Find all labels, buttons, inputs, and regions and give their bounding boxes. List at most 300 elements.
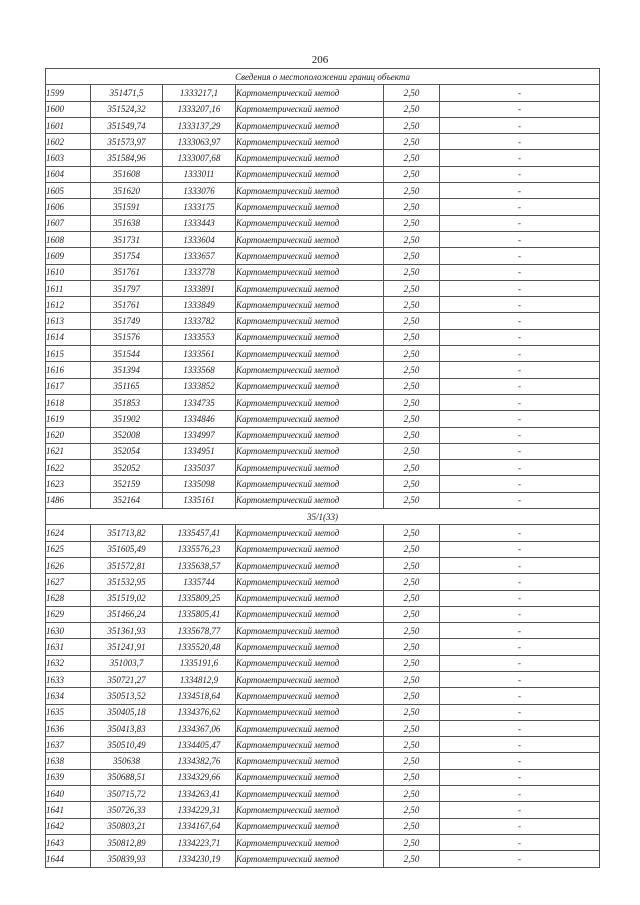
point-number-cell: 1632: [46, 655, 91, 671]
coord-x-cell: 351532,95: [91, 574, 163, 590]
method-cell: Картометрический метод: [236, 476, 384, 492]
coord-x-cell: 350803,21: [91, 818, 163, 834]
table-row: [46, 476, 600, 492]
coord-y-cell: 1333063,97: [163, 134, 236, 150]
description-cell: -: [440, 394, 600, 410]
coord-y-cell: 1334167,64: [163, 818, 236, 834]
point-number-cell: 1620: [46, 427, 91, 443]
method-cell: Картометрический метод: [236, 313, 384, 329]
accuracy-cell: 2,50: [384, 215, 440, 231]
description-cell: -: [440, 574, 600, 590]
point-number-cell: 1611: [46, 280, 91, 296]
accuracy-cell: 2,50: [384, 183, 440, 199]
method-cell: Картометрический метод: [236, 671, 384, 687]
coord-x-cell: 350715,72: [91, 786, 163, 802]
accuracy-cell: 2,50: [384, 460, 440, 476]
table-row: [46, 117, 600, 133]
accuracy-cell: 2,50: [384, 541, 440, 557]
table-row: [46, 134, 600, 150]
method-cell: Картометрический метод: [236, 574, 384, 590]
coord-y-cell: 1333443: [163, 215, 236, 231]
accuracy-cell: 2,50: [384, 623, 440, 639]
coord-x-cell: 351165: [91, 378, 163, 394]
table-row: [46, 264, 600, 280]
point-number-cell: 1641: [46, 802, 91, 818]
coord-y-cell: 1334230,19: [163, 851, 236, 867]
coord-x-cell: 351549,74: [91, 117, 163, 133]
coord-x-cell: 351394: [91, 362, 163, 378]
accuracy-cell: 2,50: [384, 443, 440, 459]
point-number-cell: 1629: [46, 606, 91, 622]
coord-x-cell: 350405,18: [91, 704, 163, 720]
table-row: [46, 183, 600, 199]
accuracy-cell: 2,50: [384, 280, 440, 296]
accuracy-cell: 2,50: [384, 737, 440, 753]
description-cell: -: [440, 834, 600, 850]
coord-y-cell: 1335161: [163, 492, 236, 508]
accuracy-cell: 2,50: [384, 492, 440, 508]
method-cell: Картометрический метод: [236, 134, 384, 150]
accuracy-cell: 2,50: [384, 394, 440, 410]
accuracy-cell: 2,50: [384, 85, 440, 101]
point-number-cell: 1634: [46, 688, 91, 704]
coord-x-cell: 351584,96: [91, 150, 163, 166]
coord-x-cell: 350721,27: [91, 671, 163, 687]
table-row: [46, 623, 600, 639]
method-cell: Картометрический метод: [236, 737, 384, 753]
method-cell: Картометрический метод: [236, 378, 384, 394]
coord-y-cell: 1334367,06: [163, 720, 236, 736]
coord-y-cell: 1335809,25: [163, 590, 236, 606]
point-number-cell: 1599: [46, 85, 91, 101]
point-number-cell: 1640: [46, 786, 91, 802]
coord-y-cell: 1333778: [163, 264, 236, 280]
point-number-cell: 1625: [46, 541, 91, 557]
description-cell: -: [440, 427, 600, 443]
method-cell: Картометрический метод: [236, 264, 384, 280]
method-cell: Картометрический метод: [236, 851, 384, 867]
table-row: [46, 231, 600, 247]
point-number-cell: 1608: [46, 231, 91, 247]
table-row: [46, 329, 600, 345]
table-row: [46, 150, 600, 166]
coord-x-cell: 350638: [91, 753, 163, 769]
description-cell: -: [440, 378, 600, 394]
description-cell: -: [440, 541, 600, 557]
point-number-cell: 1604: [46, 166, 91, 182]
point-number-cell: 1644: [46, 851, 91, 867]
table-row: [46, 394, 600, 410]
method-cell: Картометрический метод: [236, 215, 384, 231]
point-number-cell: 1633: [46, 671, 91, 687]
coord-y-cell: 1333553: [163, 329, 236, 345]
coord-y-cell: 1333011: [163, 166, 236, 182]
coord-x-cell: 351749: [91, 313, 163, 329]
method-cell: Картометрический метод: [236, 769, 384, 785]
accuracy-cell: 2,50: [384, 671, 440, 687]
description-cell: -: [440, 720, 600, 736]
accuracy-cell: 2,50: [384, 264, 440, 280]
description-cell: -: [440, 134, 600, 150]
accuracy-cell: 2,50: [384, 231, 440, 247]
method-cell: Картометрический метод: [236, 753, 384, 769]
coord-y-cell: 1334405,47: [163, 737, 236, 753]
table-row: [46, 655, 600, 671]
coord-x-cell: 351572,81: [91, 557, 163, 573]
coord-y-cell: 1334329,66: [163, 769, 236, 785]
method-cell: Картометрический метод: [236, 329, 384, 345]
accuracy-cell: 2,50: [384, 476, 440, 492]
table-row: [46, 297, 600, 313]
coord-x-cell: 352164: [91, 492, 163, 508]
accuracy-cell: 2,50: [384, 199, 440, 215]
coord-y-cell: 1333217,1: [163, 85, 236, 101]
table-row: [46, 362, 600, 378]
description-cell: -: [440, 492, 600, 508]
description-cell: -: [440, 101, 600, 117]
coord-x-cell: 351713,82: [91, 525, 163, 541]
accuracy-cell: 2,50: [384, 557, 440, 573]
coord-y-cell: 1334735: [163, 394, 236, 410]
point-number-cell: 1623: [46, 476, 91, 492]
table-row: [46, 802, 600, 818]
description-cell: -: [440, 313, 600, 329]
point-number-cell: 1614: [46, 329, 91, 345]
point-number-cell: 1618: [46, 394, 91, 410]
point-number-cell: 1635: [46, 704, 91, 720]
coord-y-cell: 1335678,77: [163, 623, 236, 639]
coord-x-cell: 350688,51: [91, 769, 163, 785]
accuracy-cell: 2,50: [384, 720, 440, 736]
description-cell: -: [440, 329, 600, 345]
accuracy-cell: 2,50: [384, 346, 440, 362]
table-row: [46, 248, 600, 264]
table-row: [46, 411, 600, 427]
accuracy-cell: 2,50: [384, 753, 440, 769]
accuracy-cell: 2,50: [384, 639, 440, 655]
coord-y-cell: 1333891: [163, 280, 236, 296]
method-cell: Картометрический метод: [236, 557, 384, 573]
accuracy-cell: 2,50: [384, 786, 440, 802]
table-row: [46, 590, 600, 606]
description-cell: -: [440, 166, 600, 182]
method-cell: Картометрический метод: [236, 166, 384, 182]
point-number-cell: 1616: [46, 362, 91, 378]
point-number-cell: 1630: [46, 623, 91, 639]
table-row: [46, 688, 600, 704]
coord-x-cell: 351573,97: [91, 134, 163, 150]
coord-y-cell: 1334229,31: [163, 802, 236, 818]
table-row: [46, 166, 600, 182]
point-number-cell: 1612: [46, 297, 91, 313]
table-row: [46, 851, 600, 867]
coord-x-cell: 351576: [91, 329, 163, 345]
accuracy-cell: 2,50: [384, 574, 440, 590]
point-number-cell: 1605: [46, 183, 91, 199]
point-number-cell: 1636: [46, 720, 91, 736]
point-number-cell: 1615: [46, 346, 91, 362]
coord-x-cell: 351605,49: [91, 541, 163, 557]
coord-y-cell: 1334812,9: [163, 671, 236, 687]
accuracy-cell: 2,50: [384, 150, 440, 166]
method-cell: Картометрический метод: [236, 525, 384, 541]
point-number-cell: 1626: [46, 557, 91, 573]
coord-x-cell: 351524,32: [91, 101, 163, 117]
method-cell: Картометрический метод: [236, 427, 384, 443]
method-cell: Картометрический метод: [236, 590, 384, 606]
description-cell: -: [440, 671, 600, 687]
description-cell: -: [440, 606, 600, 622]
method-cell: Картометрический метод: [236, 231, 384, 247]
accuracy-cell: 2,50: [384, 427, 440, 443]
accuracy-cell: 2,50: [384, 378, 440, 394]
description-cell: -: [440, 411, 600, 427]
coord-x-cell: 351754: [91, 248, 163, 264]
coord-y-cell: 1334518,64: [163, 688, 236, 704]
coord-x-cell: 351638: [91, 215, 163, 231]
coord-y-cell: 1333782: [163, 313, 236, 329]
description-cell: -: [440, 639, 600, 655]
table-row: [46, 427, 600, 443]
table-row: [46, 834, 600, 850]
coord-x-cell: 350839,93: [91, 851, 163, 867]
point-number-cell: 1639: [46, 769, 91, 785]
method-cell: Картометрический метод: [236, 297, 384, 313]
coord-x-cell: 351361,93: [91, 623, 163, 639]
table-row: [46, 639, 600, 655]
table-row: [46, 215, 600, 231]
description-cell: -: [440, 183, 600, 199]
coord-y-cell: 1333007,68: [163, 150, 236, 166]
description-cell: -: [440, 443, 600, 459]
accuracy-cell: 2,50: [384, 525, 440, 541]
method-cell: Картометрический метод: [236, 346, 384, 362]
accuracy-cell: 2,50: [384, 590, 440, 606]
table-row: [46, 606, 600, 622]
description-cell: -: [440, 769, 600, 785]
accuracy-cell: 2,50: [384, 101, 440, 117]
table-row: [46, 704, 600, 720]
point-number-cell: 1643: [46, 834, 91, 850]
table-row: [46, 818, 600, 834]
coord-y-cell: 1335520,48: [163, 639, 236, 655]
description-cell: -: [440, 297, 600, 313]
coord-y-cell: 1333137,29: [163, 117, 236, 133]
coord-y-cell: 1334997: [163, 427, 236, 443]
point-number-cell: 1642: [46, 818, 91, 834]
coord-x-cell: 351519,02: [91, 590, 163, 606]
method-cell: Картометрический метод: [236, 394, 384, 410]
point-number-cell: 1624: [46, 525, 91, 541]
accuracy-cell: 2,50: [384, 606, 440, 622]
description-cell: -: [440, 85, 600, 101]
coord-x-cell: 351544: [91, 346, 163, 362]
coord-y-cell: 1333175: [163, 199, 236, 215]
coord-x-cell: 352159: [91, 476, 163, 492]
method-cell: Картометрический метод: [236, 818, 384, 834]
table-row: [46, 313, 600, 329]
point-number-cell: 1607: [46, 215, 91, 231]
coord-x-cell: 352008: [91, 427, 163, 443]
coord-x-cell: 350726,33: [91, 802, 163, 818]
table-row: [46, 557, 600, 573]
description-cell: -: [440, 818, 600, 834]
coord-y-cell: 1333561: [163, 346, 236, 362]
description-cell: -: [440, 623, 600, 639]
table-row: [46, 280, 600, 296]
description-cell: -: [440, 346, 600, 362]
table-row: [46, 769, 600, 785]
table-row: [46, 574, 600, 590]
point-number-cell: 1622: [46, 460, 91, 476]
coord-y-cell: 1334951: [163, 443, 236, 459]
coord-y-cell: 1334263,41: [163, 786, 236, 802]
method-cell: Картометрический метод: [236, 639, 384, 655]
coord-y-cell: 1334223,71: [163, 834, 236, 850]
accuracy-cell: 2,50: [384, 134, 440, 150]
point-number-cell: 1613: [46, 313, 91, 329]
table-row: [46, 541, 600, 557]
coord-x-cell: 350413,83: [91, 720, 163, 736]
coord-y-cell: 1333604: [163, 231, 236, 247]
accuracy-cell: 2,50: [384, 834, 440, 850]
method-cell: Картометрический метод: [236, 443, 384, 459]
description-cell: -: [440, 786, 600, 802]
coord-x-cell: 352054: [91, 443, 163, 459]
accuracy-cell: 2,50: [384, 313, 440, 329]
accuracy-cell: 2,50: [384, 117, 440, 133]
section-row: [46, 509, 600, 525]
method-cell: Картометрический метод: [236, 199, 384, 215]
table-row: [46, 85, 600, 101]
coord-x-cell: 351241,91: [91, 639, 163, 655]
point-number-cell: 1601: [46, 117, 91, 133]
table-row: [46, 753, 600, 769]
description-cell: -: [440, 264, 600, 280]
point-number-cell: 1638: [46, 753, 91, 769]
accuracy-cell: 2,50: [384, 704, 440, 720]
table-row: [46, 199, 600, 215]
coord-y-cell: 1335191,6: [163, 655, 236, 671]
coord-y-cell: 1334376,62: [163, 704, 236, 720]
section-label: 35/1(33): [46, 509, 600, 525]
point-number-cell: 1486: [46, 492, 91, 508]
coord-x-cell: 350513,52: [91, 688, 163, 704]
table-row: [46, 346, 600, 362]
description-cell: -: [440, 476, 600, 492]
accuracy-cell: 2,50: [384, 769, 440, 785]
coord-y-cell: 1333849: [163, 297, 236, 313]
point-number-cell: 1631: [46, 639, 91, 655]
coord-y-cell: 1333207,16: [163, 101, 236, 117]
point-number-cell: 1617: [46, 378, 91, 394]
description-cell: -: [440, 280, 600, 296]
coord-x-cell: 351853: [91, 394, 163, 410]
coord-x-cell: 350510,49: [91, 737, 163, 753]
method-cell: Картометрический метод: [236, 655, 384, 671]
point-number-cell: 1602: [46, 134, 91, 150]
table-row: [46, 737, 600, 753]
coord-y-cell: 1335457,41: [163, 525, 236, 541]
method-cell: Картометрический метод: [236, 411, 384, 427]
coord-x-cell: 352052: [91, 460, 163, 476]
method-cell: Картометрический метод: [236, 704, 384, 720]
table-row: [46, 525, 600, 541]
accuracy-cell: 2,50: [384, 851, 440, 867]
table-title: Сведения о местоположении границ объекта: [46, 69, 600, 85]
coord-x-cell: 351761: [91, 297, 163, 313]
method-cell: Картометрический метод: [236, 101, 384, 117]
coord-y-cell: 1334382,76: [163, 753, 236, 769]
method-cell: Картометрический метод: [236, 492, 384, 508]
method-cell: Картометрический метод: [236, 85, 384, 101]
table-row: [46, 786, 600, 802]
description-cell: -: [440, 655, 600, 671]
coord-x-cell: 351608: [91, 166, 163, 182]
coord-y-cell: 1333076: [163, 183, 236, 199]
table-title-row: [46, 69, 600, 85]
point-number-cell: 1610: [46, 264, 91, 280]
method-cell: Картометрический метод: [236, 117, 384, 133]
table-row: [46, 378, 600, 394]
method-cell: Картометрический метод: [236, 720, 384, 736]
coord-y-cell: 1333657: [163, 248, 236, 264]
coord-x-cell: 351466,24: [91, 606, 163, 622]
description-cell: -: [440, 557, 600, 573]
point-number-cell: 1621: [46, 443, 91, 459]
description-cell: -: [440, 704, 600, 720]
method-cell: Картометрический метод: [236, 606, 384, 622]
point-number-cell: 1628: [46, 590, 91, 606]
coord-y-cell: 1335638,57: [163, 557, 236, 573]
description-cell: -: [440, 248, 600, 264]
coord-x-cell: 351003,7: [91, 655, 163, 671]
table-row: [46, 671, 600, 687]
accuracy-cell: 2,50: [384, 655, 440, 671]
coord-y-cell: 1335744: [163, 574, 236, 590]
description-cell: -: [440, 362, 600, 378]
coord-y-cell: 1334846: [163, 411, 236, 427]
table-row: [46, 460, 600, 476]
table-row: [46, 443, 600, 459]
point-number-cell: 1600: [46, 101, 91, 117]
accuracy-cell: 2,50: [384, 248, 440, 264]
coord-x-cell: 351902: [91, 411, 163, 427]
boundary-table: [45, 68, 600, 868]
table-row: [46, 101, 600, 117]
accuracy-cell: 2,50: [384, 802, 440, 818]
coord-y-cell: 1335037: [163, 460, 236, 476]
method-cell: Картометрический метод: [236, 802, 384, 818]
coord-y-cell: 1335805,41: [163, 606, 236, 622]
accuracy-cell: 2,50: [384, 688, 440, 704]
coord-y-cell: 1333568: [163, 362, 236, 378]
method-cell: Картометрический метод: [236, 786, 384, 802]
description-cell: -: [440, 688, 600, 704]
description-cell: -: [440, 525, 600, 541]
method-cell: Картометрический метод: [236, 834, 384, 850]
accuracy-cell: 2,50: [384, 411, 440, 427]
accuracy-cell: 2,50: [384, 362, 440, 378]
description-cell: -: [440, 737, 600, 753]
method-cell: Картометрический метод: [236, 541, 384, 557]
point-number-cell: 1606: [46, 199, 91, 215]
point-number-cell: 1619: [46, 411, 91, 427]
description-cell: -: [440, 802, 600, 818]
accuracy-cell: 2,50: [384, 297, 440, 313]
point-number-cell: 1627: [46, 574, 91, 590]
coord-x-cell: 351731: [91, 231, 163, 247]
